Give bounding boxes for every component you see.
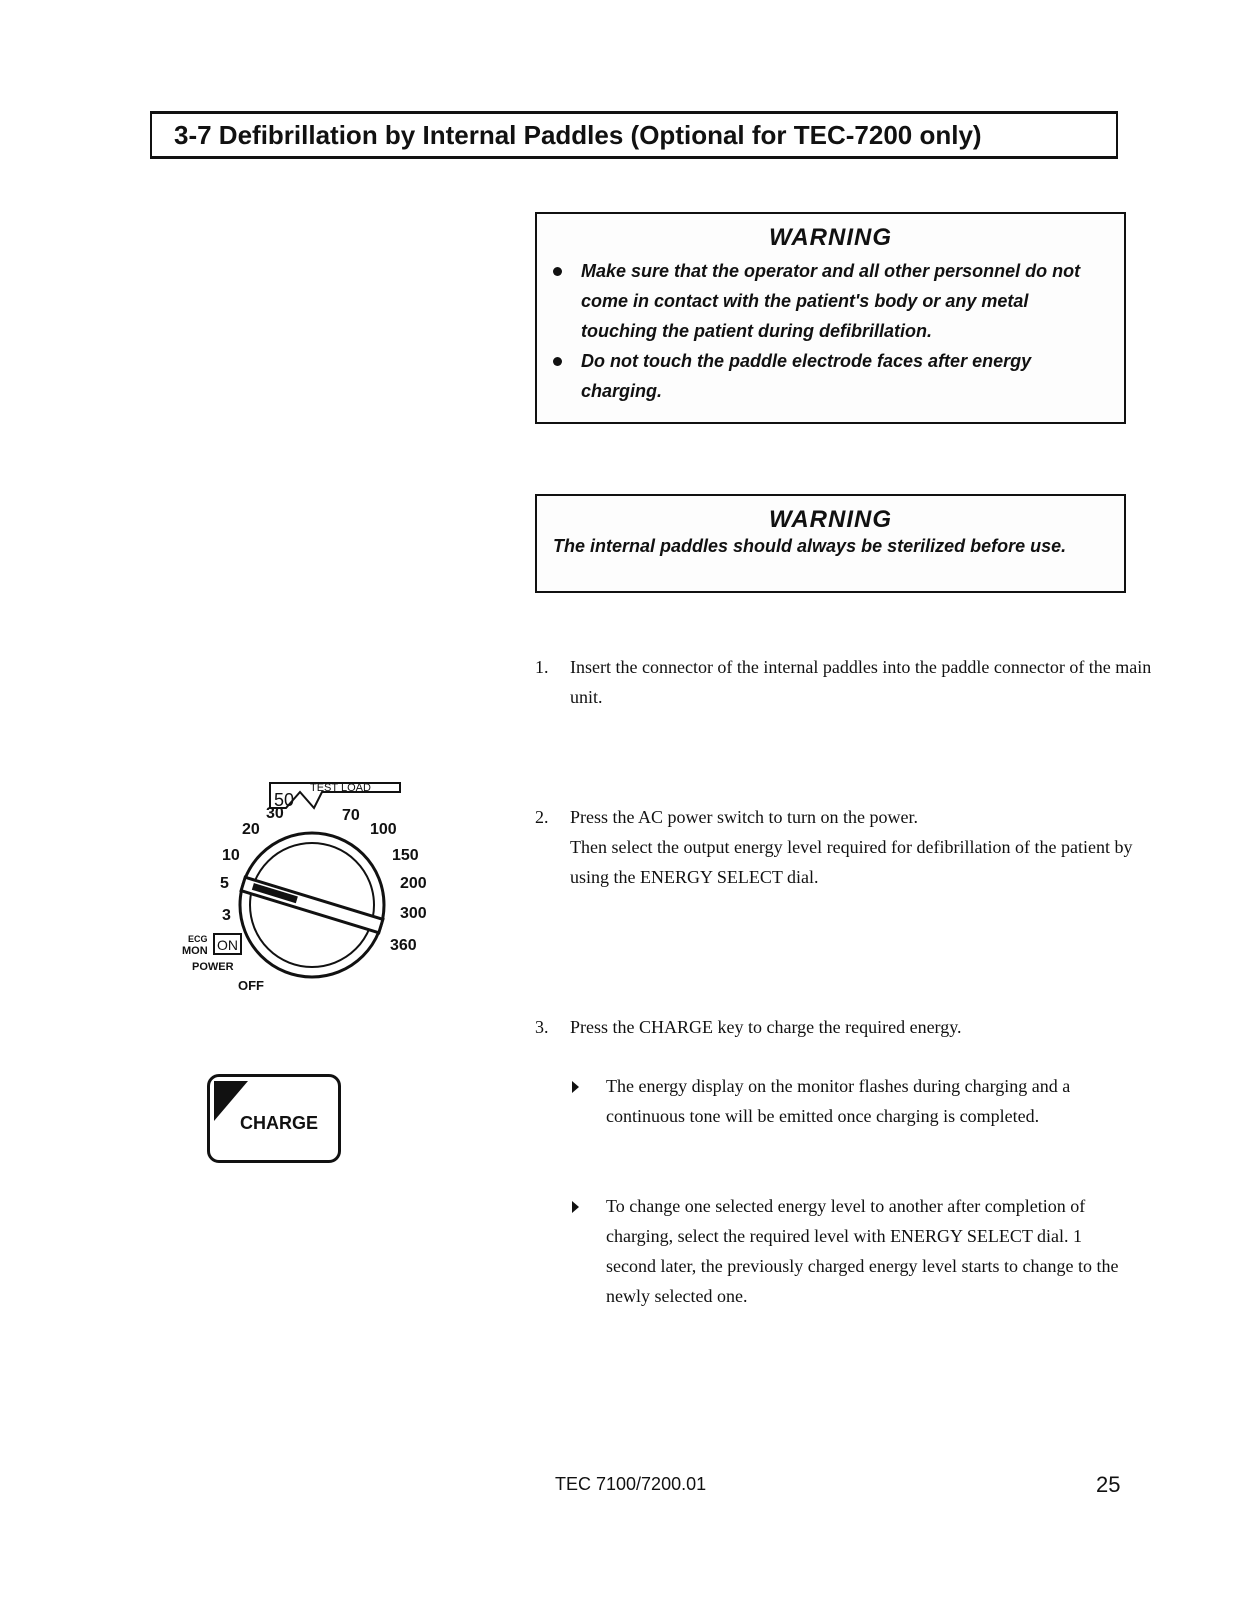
dial-value: 20 bbox=[242, 821, 260, 838]
dial-value: 200 bbox=[400, 875, 427, 892]
test-load-value: 50 bbox=[274, 790, 295, 810]
step-text: Press the CHARGE key to charge the required energy. bbox=[570, 1017, 962, 1037]
note-text: The energy display on the monitor flashes during charging and a continuous tone will be emitted once charging is completed. bbox=[606, 1076, 1071, 1126]
footer-doc-code: TEC 7100/7200.01 bbox=[555, 1474, 707, 1494]
test-load-marker bbox=[270, 782, 400, 810]
test-load-label: TEST LOAD bbox=[310, 782, 371, 794]
warning-box-1 bbox=[535, 212, 1126, 424]
bullet-icon bbox=[553, 267, 562, 276]
dial-value: 100 bbox=[370, 821, 397, 838]
note-text: To change one selected energy level to another after completion of charging, select the required level with ENERGY SELECT dial. 1 second later, the previously charged energy level starts to change to the newly selected one. bbox=[606, 1196, 1119, 1306]
step-3 bbox=[535, 1012, 1160, 1042]
step-number: 2. bbox=[535, 807, 549, 827]
triangle-bullet-icon bbox=[572, 1081, 579, 1093]
dial-value: 360 bbox=[390, 937, 417, 954]
dial-value: 3 bbox=[222, 907, 231, 924]
off-label: OFF bbox=[238, 978, 264, 993]
energy-select-dial-illustration bbox=[170, 770, 460, 1000]
warning-title: WARNING bbox=[769, 224, 892, 251]
dial-value: 30 bbox=[266, 805, 284, 822]
dial-value: 70 bbox=[342, 807, 360, 824]
dial-value: 10 bbox=[222, 847, 240, 864]
warning-box-2 bbox=[535, 494, 1126, 593]
step-number: 1. bbox=[535, 657, 549, 677]
step-1 bbox=[535, 652, 1160, 712]
note-bullet bbox=[606, 1191, 1124, 1311]
section-header bbox=[150, 111, 1118, 159]
dial-value: 5 bbox=[220, 875, 229, 892]
dial-value: 300 bbox=[400, 905, 427, 922]
mon-label: MON bbox=[182, 945, 208, 957]
note-bullet bbox=[606, 1071, 1124, 1131]
charge-key-illustration bbox=[207, 1074, 341, 1163]
step-text: Press the AC power switch to turn on the power. bbox=[570, 807, 918, 827]
warning-title: WARNING bbox=[769, 506, 892, 533]
step-2 bbox=[535, 802, 1160, 892]
warning-item: Do not touch the paddle electrode faces after energy charging. bbox=[551, 346, 1106, 406]
warning-item: Make sure that the operator and all other personnel do not come in contact with the patient's body or any metal touching the patient during defibrillation. bbox=[551, 256, 1106, 346]
dial-value: 150 bbox=[392, 847, 419, 864]
page-number: 25 bbox=[1096, 1472, 1121, 1497]
charge-key-label: CHARGE bbox=[240, 1113, 319, 1133]
section-title: 3-7 Defibrillation by Internal Paddles (Optional for TEC-7200 only) bbox=[174, 120, 982, 150]
power-label: POWER bbox=[192, 961, 234, 973]
warning-list bbox=[537, 256, 1124, 406]
dial-pointer bbox=[241, 877, 383, 932]
step-number: 3. bbox=[535, 1017, 549, 1037]
step-text: Insert the connector of the internal paddles into the paddle connector of the main unit. bbox=[570, 657, 1152, 707]
step-text-continued: Then select the output energy level required for defibrillation of the patient by using the ENERGY SELECT dial. bbox=[570, 837, 1133, 887]
ecg-label: ECG bbox=[188, 934, 208, 944]
bullet-icon bbox=[553, 357, 562, 366]
triangle-bullet-icon bbox=[572, 1201, 579, 1213]
warning-text: The internal paddles should always be sterilized before use. bbox=[553, 536, 1067, 556]
on-label: ON bbox=[217, 937, 238, 953]
